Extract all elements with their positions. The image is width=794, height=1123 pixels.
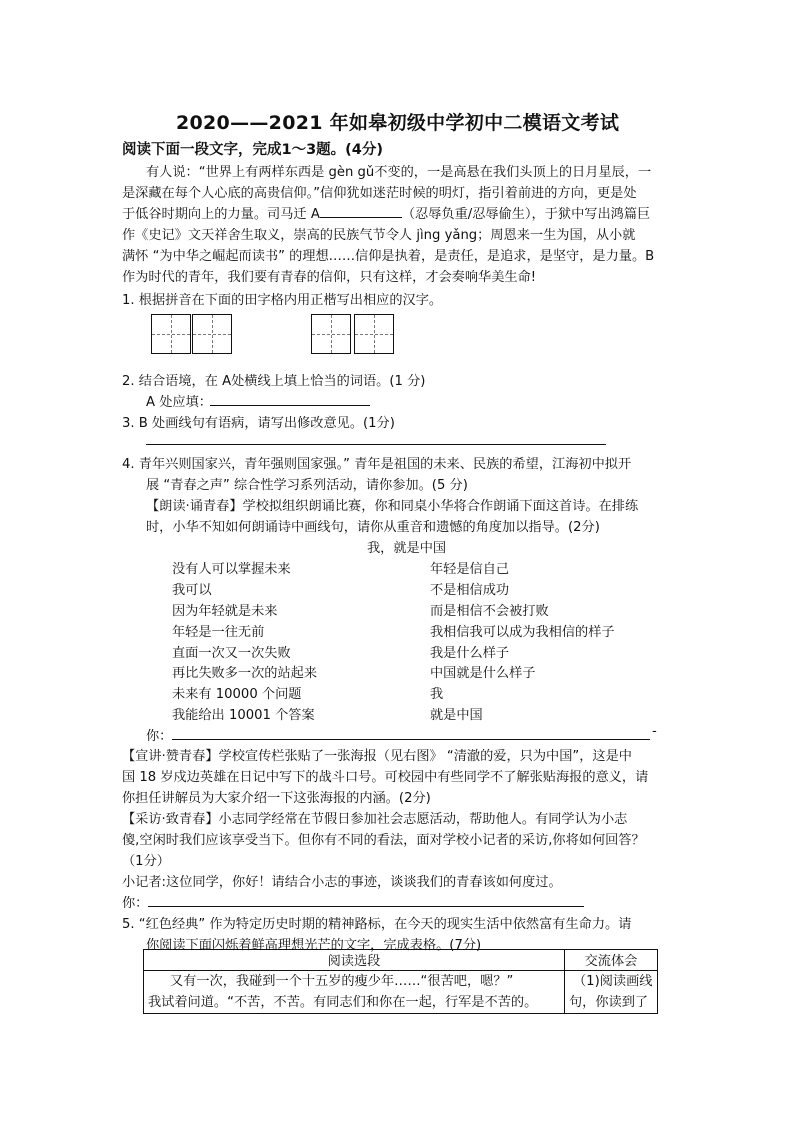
tian-box-4[interactable]	[354, 314, 394, 354]
interview-line-1: 【采访·致青春】小志同学经常在节假日参加社会志愿活动，帮助他人。有同学认为小志	[122, 812, 628, 827]
poem-left-5: 直面一次又一次失败	[172, 646, 291, 661]
poem-right-7: 我	[430, 687, 444, 702]
page-title: 2020——2021 年如皋初级中学初中二模语文考试	[176, 112, 620, 134]
poem-left-2: 我可以	[172, 583, 212, 598]
excerpt-line-1: 又有一次，我碰到一个十五岁的瘦少年……“很苦吧，嗯？”	[170, 974, 514, 989]
interview-line-3: （1分）	[122, 854, 170, 869]
passage-line-3-text: 于低谷时期向上的力量。司马迁 A	[122, 207, 320, 222]
passage-line-3	[122, 203, 650, 222]
table-header-excerpt: 阅读选段	[144, 950, 565, 971]
q3-answer-line[interactable]	[146, 444, 606, 445]
table-cell-reflection[interactable]	[565, 971, 658, 1014]
you-answer-line[interactable]	[172, 739, 650, 740]
reporter-line: 小记者:这位同学，你好！请结合小志的事迹，谈谈我们的青春该如何度过。	[122, 875, 562, 890]
poem-right-8: 就是中国	[430, 708, 483, 723]
question-4-line-2: 展 “青春之声” 综合性学习系列活动，请你参加。(5 分)	[146, 478, 468, 493]
poem-left-7: 未来有 10000 个问题	[172, 687, 302, 702]
poster-line-2: 国 18 岁戍边英雄在日记中写下的战斗口号。可校园中有些同学不了解张贴海报的意义，请	[122, 770, 649, 785]
tian-box-3[interactable]	[311, 314, 351, 354]
reading-table	[143, 949, 658, 1014]
table-header-row	[144, 950, 658, 971]
poster-line-1: 【宣讲·赞青春】学校宣传栏张贴了一张海报（见右图》 “清澈的爱，只为中国”，这是中	[122, 749, 632, 764]
poem-right-2: 不是相信成功	[430, 583, 510, 598]
question-2: 2. 结合语境，在 A处横线上填上恰当的词语。(1 分)	[122, 374, 426, 389]
passage-line-4: 作《史记》文天祥舍生取义，崇高的民族气节令人 jìng yǎng；周恩来一生为国，从小就	[122, 228, 636, 243]
poem-right-3: 而是相信不会被打败	[430, 604, 549, 619]
question-4-line-1: 4. 青年兴则国家兴，青年强则国家强。” 青年是祖国的未来、民族的希望，江海初中拟开	[122, 457, 632, 472]
you-answer-end: -	[652, 724, 657, 739]
section-heading: 阅读下面一段文字，完成1～3题。(4分)	[122, 142, 384, 158]
reflection-line-1: （1)阅读画线	[573, 974, 653, 989]
you-answer-line-2[interactable]	[148, 906, 584, 907]
passage-line-6: 作为时代的青年，我们要有青春的信仰，只有这样，才会奏响华美生命!	[122, 270, 537, 285]
passage-line-5: 满怀 “为中华之崛起而读书” 的理想……信仰是执着，是责任，是追求，是坚守，是力量。B	[122, 249, 655, 264]
tian-box-2[interactable]	[192, 314, 232, 354]
question-5-line-2: 你阅读下面闪烁着鲜高理想光芒的文字，完成表格。(7分)	[146, 938, 482, 953]
poem-left-3: 因为年轻就是未来	[172, 604, 278, 619]
question-4-line-4: 时，小华不知如何朗诵诗中画线句，请你从重音和遗憾的角度加以指导。(2分)	[146, 520, 600, 535]
poster-line-3: 你担任讲解员为大家介绍一下这张海报的内涵。(2分)	[122, 791, 431, 806]
you-label-2: 你：	[122, 896, 149, 911]
table-header-reflection: 交流体会	[565, 950, 658, 971]
excerpt-line-2: 我试着问道。“不苦，不苦。有同志们和你在一起，行军是不苦的。	[148, 995, 538, 1010]
poem-title: 我，就是中国	[367, 541, 447, 556]
poem-right-6: 中国就是什么样子	[430, 666, 536, 681]
q2-answer-label: A 处应填：	[146, 395, 212, 410]
question-4-line-3: 【朗读·诵青春】学校拟组织朗诵比赛，你和同桌小华将合作朗诵下面这首诗。在排练	[146, 499, 639, 514]
poem-right-4: 我相信我可以成为我相信的样子	[430, 625, 615, 640]
question-1: 1. 根据拼音在下面的田字格内用正楷写出相应的汉字。	[122, 293, 443, 308]
passage-line-3-tail: （忍辱负重/忍辱偷生），于狱中写出鸿篇巨	[401, 207, 651, 222]
table-cell-excerpt	[144, 971, 565, 1014]
poem-right-1: 年轻是信自己	[430, 562, 510, 577]
you-label: 你：	[146, 729, 173, 744]
passage-line-2: 是深藏在每个人心底的高贵信仰。”信仰犹如迷茫时候的明灯，指引着前进的方向，更是处	[122, 186, 637, 201]
interview-line-2: 傻,空闲时我们应该享受当下。但你有不同的看法，面对学校小记者的采访,你将如何回答？	[122, 833, 645, 848]
table-row	[144, 971, 658, 1014]
tian-box-1[interactable]	[151, 314, 191, 354]
poem-left-1: 没有人可以掌握未来	[172, 562, 291, 577]
poem-right-5: 我是什么样子	[430, 646, 510, 661]
passage-line-1: 有人说：“世界上有两样东西是 gèn gǔ不变的，一是高悬在我们头顶上的日月星辰，一	[146, 165, 652, 180]
poem-left-6: 再比失败多一次的站起来	[172, 666, 318, 681]
blank-a[interactable]	[320, 205, 402, 218]
question-3: 3. B 处画线句有语病，请写出修改意见。(1分)	[122, 416, 395, 431]
poem-left-8: 我能给出 10001 个答案	[172, 708, 315, 723]
poem-left-4: 年轻是一往无前	[172, 625, 265, 640]
q2-answer-line[interactable]	[210, 405, 370, 406]
reflection-line-2: 句，你读到了	[569, 995, 649, 1010]
question-5-line-1: 5. “红色经典” 作为特定历史时期的精神路标，在今天的现实生活中依然富有生命力。请	[122, 917, 632, 932]
